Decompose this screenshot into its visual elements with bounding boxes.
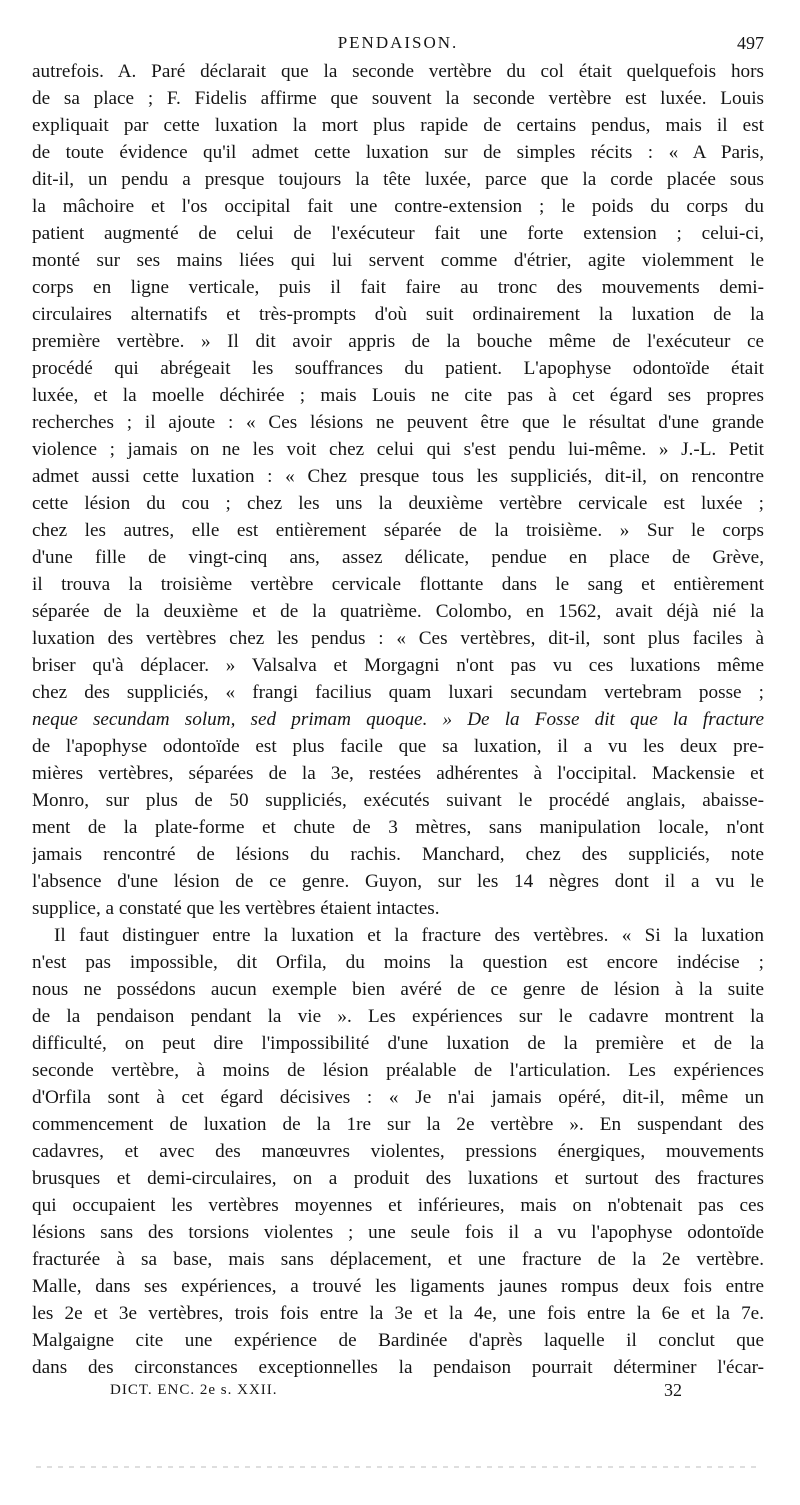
text-line: corps en ligne verticale, puis il fait faire au tronc des mouvements demi- — [32, 277, 764, 298]
text-line: Monro, sur plus de 50 suppliciés, exécutés suivant le procédé anglais, abaisse- — [32, 790, 764, 811]
text-line: de la pendaison pendant la vie ». Les expériences sur le cadavre montrent la — [32, 1006, 764, 1027]
text-line: patient augmenté de celui de l'exécuteur fait une forte extension ; celui-ci, — [32, 223, 764, 244]
text-line: autrefois. A. Paré déclarait que la seconde vertèbre du col était quelquefois hors — [32, 61, 764, 82]
text-line: d'une fille de vingt-cinq ans, assez délicate, pendue en place de Grève, — [32, 547, 764, 568]
page-footer — [110, 1378, 682, 1402]
running-title: PENDAISON. — [337, 33, 459, 52]
text-line: brusques et demi-circulaires, on a produit des luxations et surtout des fractures — [32, 1168, 764, 1189]
printer-signature: DICT. ENC. 2e s. XXII. — [110, 1382, 278, 1398]
text-line: commencement de luxation de la 1re sur la 2e vertèbre ». En suspendant des — [32, 1114, 764, 1135]
text-line: de l'apophyse odontoïde est plus facile que sa luxation, il a vu les deux pre- — [32, 736, 764, 757]
text-line: qui occupaient les vertèbres moyennes et inférieures, mais on n'obtenait pas ces — [32, 1195, 764, 1216]
text-line: admet aussi cette luxation : « Chez presque tous les suppliciés, dit-il, on rencontre — [32, 466, 764, 487]
text-line: chez les autres, elle est entièrement séparée de la troisième. » Sur le corps — [32, 520, 764, 541]
text-line: seconde vertèbre, à moins de lésion préalable de l'articulation. Les expériences — [32, 1060, 764, 1081]
page-number: 497 — [737, 33, 764, 53]
sheet-number: 32 — [664, 1380, 682, 1400]
text-line: n'est pas impossible, dit Orfila, du moins la question est encore indécise ; — [32, 952, 764, 973]
text-line: séparée de la deuxième et de la quatrième. Colombo, en 1562, avait déjà nié la — [32, 601, 764, 622]
text-line: Malle, dans ses expériences, a trouvé les ligaments jaunes rompus deux fois entre — [32, 1276, 764, 1297]
text-line: chez des suppliciés, « frangi facilius quam luxari secundam vertebram posse ; — [32, 682, 764, 703]
paragraph-1 — [32, 58, 764, 922]
body-text — [32, 58, 764, 1381]
text-line: circulaires alternatifs et très-prompts d'où suit ordinairement la luxation de la — [32, 304, 764, 325]
text-line: supplice, a constaté que les vertèbres étaient intactes. — [32, 898, 440, 919]
text-line: expliquait par cette luxation la mort plus rapide de certains pendus, mais il est — [32, 115, 764, 136]
text-line: violence ; jamais on ne les voit chez celui qui s'est pendu lui-même. » J.-L. Petit — [32, 439, 764, 460]
text-line: dit-il, un pendu a presque toujours la tête luxée, parce que la corde placée sous — [32, 169, 764, 190]
text-line: procédé qui abrégeait les souffrances du patient. L'apophyse odontoïde était — [32, 358, 764, 379]
text-line: difficulté, on peut dire l'impossibilité d'une luxation de la première et de la — [32, 1033, 764, 1054]
text-line: première vertèbre. » Il dit avoir appris de la bouche même de l'exécuteur ce — [32, 331, 764, 352]
text-line: luxation des vertèbres chez les pendus : « Ces vertèbres, dit-il, sont plus faciles à — [32, 628, 764, 649]
text-line: l'absence d'une lésion de ce genre. Guyon, sur les 14 nègres dont il a vu le — [32, 871, 764, 892]
text-line: de toute évidence qu'il admet cette luxation sur de simples récits : « A Paris, — [32, 142, 764, 163]
text-line: ment de la plate-forme et chute de 3 mètres, sans manipulation locale, n'ont — [32, 817, 764, 838]
text-line: luxée, et la moelle déchirée ; mais Louis ne cite pas à cet égard ses propres — [32, 385, 764, 406]
paragraph-2 — [32, 922, 764, 1381]
text-line: les 2e et 3e vertèbres, trois fois entre la 3e et la 4e, une fois entre la 6e et la 7e. — [32, 1303, 764, 1324]
text-line: lésions sans des torsions violentes ; une seule fois il a vu l'apophyse odontoïde — [32, 1222, 764, 1243]
text-line: de sa place ; F. Fidelis affirme que souvent la seconde vertèbre est luxée. Louis — [32, 88, 764, 109]
text-line: nous ne possédons aucun exemple bien avéré de ce genre de lésion à la suite — [32, 979, 764, 1000]
text-line: cadavres, et avec des manœuvres violentes, pressions énergiques, mouvements — [32, 1141, 764, 1162]
text-line: il trouva la troisième vertèbre cervicale flottante dans le sang et entièrement — [32, 574, 764, 595]
text-line: mières vertèbres, séparées de la 3e, restées adhérentes à l'occipital. Mackensie et — [32, 763, 764, 784]
text-line: d'Orfila sont à cet égard décisives : « Je n'ai jamais opéré, dit-il, même un — [32, 1087, 764, 1108]
text-line: Il faut distinguer entre la luxation et la fracture des vertèbres. « Si la luxation — [54, 925, 764, 946]
running-head — [32, 30, 764, 56]
text-line: fracturée à sa base, mais sans déplacement, et une fracture de la 2e vertèbre. — [32, 1249, 764, 1270]
latin-quote-line: neque secundam solum, sed primam quoque. » De la Fosse dit que la fracture — [32, 709, 764, 730]
text-line: dans des circonstances exceptionnelles la pendaison pourrait déterminer l'écar- — [32, 1357, 764, 1378]
text-line: cette lésion du cou ; chez les uns la deuxième vertèbre cervicale est luxée ; — [32, 493, 764, 514]
text-line: recherches ; il ajoute : « Ces lésions ne peuvent être que le résultat d'une grande — [32, 412, 764, 433]
text-line: briser qu'à déplacer. » Valsalva et Morgagni n'ont pas vu ces luxations même — [32, 655, 764, 676]
bleed-through-marks — [36, 1466, 756, 1468]
text-line: monté sur ses mains liées qui lui servent comme d'étrier, agite violemment le — [32, 250, 764, 271]
text-line: la mâchoire et l'os occipital fait une contre-extension ; le poids du corps du — [32, 196, 764, 217]
text-line: jamais rencontré de lésions du rachis. Manchard, chez des suppliciés, note — [32, 844, 764, 865]
text-line: Malgaigne cite une expérience de Bardinée d'après laquelle il conclut que — [32, 1330, 764, 1351]
